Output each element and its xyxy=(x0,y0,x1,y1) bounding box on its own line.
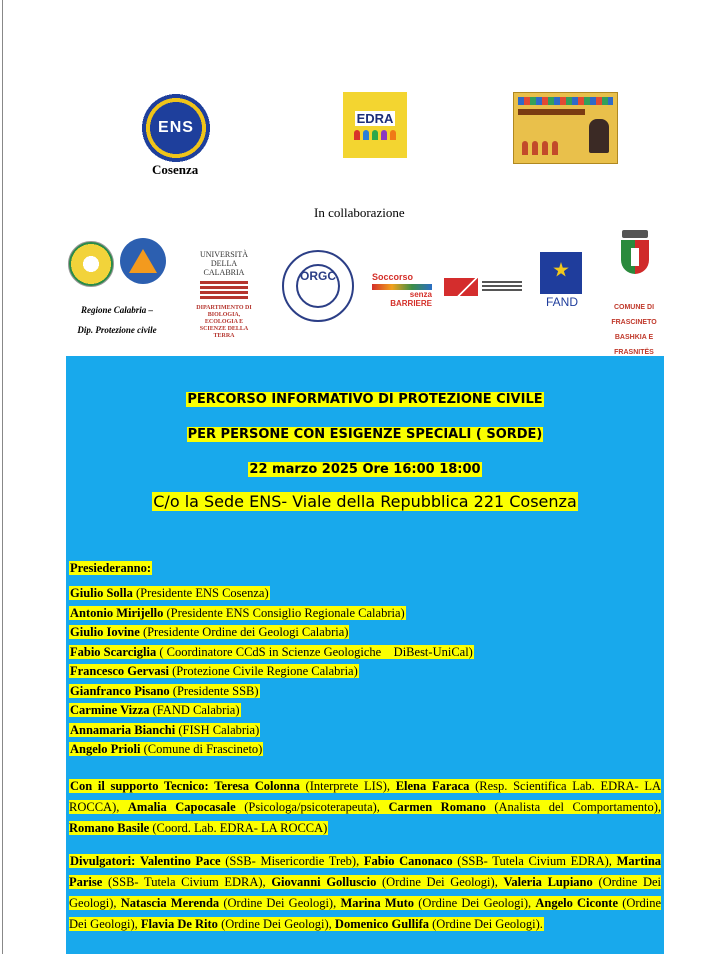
ordine-geologi-logo xyxy=(282,250,354,322)
fand-emblem xyxy=(540,252,582,294)
frascineto-line2: FRASCINETO xyxy=(611,319,657,326)
star-icon xyxy=(553,262,569,278)
collaboration-heading: In collaborazione xyxy=(314,205,405,220)
presider-name: Antonio Mirijello xyxy=(70,605,164,620)
divulgator-name: Valeria Lupiano xyxy=(503,875,593,889)
cosenza-caption: Cosenza xyxy=(152,162,199,177)
divulgator-name: Marina Muto xyxy=(340,896,415,910)
regione-label-line2: Dip. Protezione civile xyxy=(77,325,157,335)
support-role: (Psicologa/psicoterapeuta), xyxy=(244,800,380,814)
presider-role: (Presidente Ordine dei Geologi Calabria) xyxy=(142,625,349,639)
page-edge xyxy=(2,0,3,954)
presider-name: Angelo Prioli xyxy=(70,742,141,756)
event-date-text: 22 marzo 2025 Ore 16:00 18:00 xyxy=(249,462,481,477)
event-title-line2-text: PER PERSONE CON ESIGENZE SPECIALI ( SORDE) xyxy=(187,427,543,442)
presider-role: (Protezione Civile Regione Calabria) xyxy=(172,664,358,678)
support-name: Teresa Colonna xyxy=(214,779,300,793)
presider-row xyxy=(69,623,661,643)
presider-row xyxy=(69,701,661,721)
divulgator-role: (Ordine Dei Geologi), xyxy=(418,896,532,910)
support-role: (Analista del Comportamento), xyxy=(494,800,661,814)
presider-role: (Comune di Frascineto) xyxy=(143,742,263,756)
poster-title-bar xyxy=(518,109,585,115)
divulgators-label: Divulgatori: xyxy=(70,854,136,868)
event-panel xyxy=(66,356,664,954)
unical-logo xyxy=(192,250,256,339)
unical-department: DIPARTIMENTO DI BIOLOGIA, ECOLOGIA E SCIENZE DELLA TERRA xyxy=(196,305,252,339)
event-poster-image xyxy=(513,92,618,164)
association-text xyxy=(482,281,522,293)
crown-icon xyxy=(622,230,648,238)
presider-row xyxy=(69,643,661,663)
divulgator-role: (Ordine Dei Geologi), xyxy=(69,896,662,931)
divulgator-name: Flavia De Rito xyxy=(140,917,218,931)
divulgator-name: Natascia Merenda xyxy=(120,896,220,910)
presider-row xyxy=(69,740,661,760)
soccorso-text: Soccorso xyxy=(372,272,414,282)
ens-logo-text: ENS xyxy=(158,119,194,136)
presider-name: Francesco Gervasi xyxy=(70,664,169,678)
support-role: (Resp. Scientifica Lab. EDRA- LA ROCCA), xyxy=(69,779,662,814)
presiders-heading-text: Presiederanno: xyxy=(70,561,152,575)
divulgator-role: (SSB- Misericordie Treb), xyxy=(225,854,360,868)
presider-name: Fabio Scarciglia xyxy=(70,644,157,659)
divulgator-role: (SSB- Tutela Civium EDRA), xyxy=(457,854,612,868)
edra-logo-text: EDRA xyxy=(356,110,394,126)
divulgator-role: (Ordine Dei Geologi), xyxy=(382,875,498,889)
event-title-line2 xyxy=(66,427,664,442)
support-label: Con il supporto Tecnico: xyxy=(70,779,209,793)
event-venue xyxy=(66,492,664,511)
fand-logo xyxy=(540,252,584,310)
divulgator-role: (Ordine Dei Geologi). xyxy=(432,917,543,931)
event-title-line1 xyxy=(66,392,664,407)
presider-role: (Presidente ENS Consiglio Regionale Calabria) xyxy=(166,605,405,620)
support-name: Amalia Capocasale xyxy=(127,800,236,814)
event-title-line1-text: PERCORSO INFORMATIVO DI PROTEZIONE CIVILE xyxy=(187,392,543,407)
frascineto-label xyxy=(604,300,664,360)
shield-icon xyxy=(621,240,649,274)
support-name: Romano Basile xyxy=(69,821,150,835)
presider-row xyxy=(69,662,661,682)
senza-barriere-text: senza BARRIERE xyxy=(390,290,432,308)
divulgator-role: (Ordine Dei Geologi), xyxy=(223,896,337,910)
soccorso-senza-barriere-logo xyxy=(372,272,432,308)
poster-figures xyxy=(522,141,558,155)
technical-support-paragraph xyxy=(69,776,661,839)
divulgator-role: (Ordine Dei Geologi), xyxy=(221,917,332,931)
poster-photo xyxy=(589,119,609,153)
event-venue-text: C/o la Sede ENS- Viale della Repubblica 221 Cosenza xyxy=(153,492,577,511)
divulgator-name: Martina Parise xyxy=(69,854,662,889)
divulgator-name: Fabio Canonaco xyxy=(363,854,453,868)
edra-figures xyxy=(354,130,396,140)
divulgator-name: Domenico Gullifa xyxy=(334,917,430,931)
divulgator-role: (Ordine Dei Geologi), xyxy=(69,875,662,910)
association-logo xyxy=(444,276,522,298)
ens-logo xyxy=(140,92,212,164)
presider-row xyxy=(69,604,661,624)
frascineto-line3: BASHKIA E xyxy=(614,334,654,341)
presider-role: (FISH Calabria) xyxy=(178,722,260,737)
support-name: Carmen Romano xyxy=(388,800,486,814)
presider-role: (Presidente SSB) xyxy=(172,683,259,698)
presiders-list xyxy=(69,584,661,760)
presider-name: Gianfranco Pisano xyxy=(70,683,170,698)
support-role: (Interprete LIS), xyxy=(305,779,391,793)
regione-calabria-logo xyxy=(68,241,114,287)
association-mark xyxy=(444,278,478,296)
ordine-geologi-text: ORGC xyxy=(296,264,340,308)
frascineto-crest xyxy=(610,230,660,290)
presider-row xyxy=(69,682,661,702)
presider-role: (Presidente ENS Cosenza) xyxy=(136,586,269,600)
divulgator-name: Valentino Pace xyxy=(139,854,221,868)
presider-role: (FAND Calabria) xyxy=(152,703,240,717)
regione-label-line1: Regione Calabria – xyxy=(80,305,153,315)
support-name: Elena Faraca xyxy=(395,779,470,793)
edra-logo xyxy=(343,92,407,158)
divulgator-role: (SSB- Tutela Civium EDRA), xyxy=(108,875,266,889)
presiders-heading xyxy=(69,561,661,576)
unical-name: UNIVERSITÀ DELLA CALABRIA xyxy=(200,250,248,277)
presider-name: Giulio Solla xyxy=(70,586,133,600)
poster-logo-strip xyxy=(518,97,613,105)
divulgator-name: Giovanni Golluscio xyxy=(271,875,377,889)
unical-mark xyxy=(200,281,248,301)
presider-name: Giulio Iovine xyxy=(70,625,140,639)
presider-name: Carmine Vizza xyxy=(70,703,150,717)
regione-label xyxy=(62,300,172,340)
divulgators-paragraph xyxy=(69,851,661,935)
event-date xyxy=(66,462,664,477)
protezione-civile-logo xyxy=(120,238,166,284)
frascineto-line4: FRASNITËS xyxy=(614,349,654,356)
support-role: (Coord. Lab. EDRA- LA ROCCA) xyxy=(152,821,328,835)
frascineto-line1: COMUNE DI xyxy=(613,304,655,311)
fand-text: FAND xyxy=(545,295,578,309)
presider-name: Annamaria Bianchi xyxy=(70,722,176,737)
presider-role: ( Coordinatore CCdS in Scienze Geologiche DiBest-UniCal) xyxy=(159,644,473,659)
presider-row xyxy=(69,584,661,604)
divulgator-name: Angelo Ciconte xyxy=(535,896,618,910)
presider-row xyxy=(69,721,661,741)
